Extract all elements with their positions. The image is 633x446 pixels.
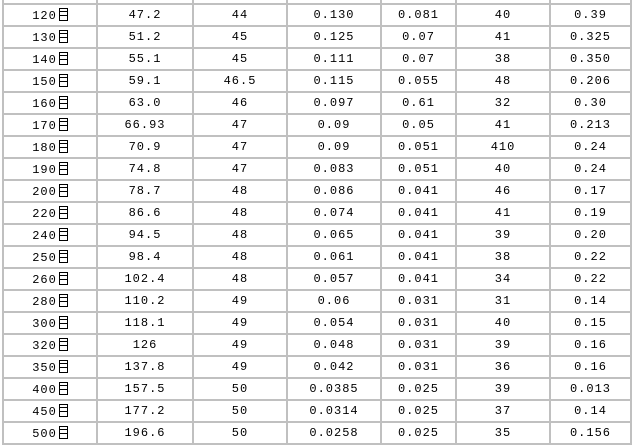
table-cell: 47 xyxy=(193,136,287,158)
table-cell: 34 xyxy=(456,268,550,290)
table-cell: 0.0314 xyxy=(287,400,381,422)
mu-mesh-character-glyph xyxy=(59,52,68,65)
mu-mesh-character-glyph xyxy=(59,272,68,285)
table-row xyxy=(3,334,631,356)
table-cell: 35 xyxy=(456,422,550,444)
table-cell: 0.07 xyxy=(381,26,456,48)
table-cell: 0.041 xyxy=(381,268,456,290)
table-cell: 39 xyxy=(456,224,550,246)
table-cell: 137.8 xyxy=(97,356,193,378)
table-cell: 0.097 xyxy=(287,92,381,114)
table-cell: 0.048 xyxy=(287,334,381,356)
table-cell: 0.025 xyxy=(381,422,456,444)
table-cell: 40 xyxy=(456,312,550,334)
table-row xyxy=(3,246,631,268)
table-row xyxy=(3,4,631,26)
mu-mesh-character-glyph xyxy=(59,74,68,87)
table-cell: 46 xyxy=(456,180,550,202)
table-row xyxy=(3,290,631,312)
table-row xyxy=(3,400,631,422)
mu-mesh-character-glyph xyxy=(59,30,68,43)
table-cell: 49 xyxy=(193,290,287,312)
mesh-size-cell: 240 xyxy=(3,224,97,246)
table-cell: 0.05 xyxy=(381,114,456,136)
table-cell: 0.042 xyxy=(287,356,381,378)
table-cell: 49 xyxy=(193,356,287,378)
table-cell: 48 xyxy=(193,246,287,268)
table-cell: 63.0 xyxy=(97,92,193,114)
mu-mesh-character-glyph xyxy=(59,294,68,307)
table-cell: 0.206 xyxy=(550,70,631,92)
table-cell: 48 xyxy=(193,224,287,246)
table-cell: 50 xyxy=(193,378,287,400)
mesh-size-cell: 200 xyxy=(3,180,97,202)
mu-mesh-character-glyph xyxy=(59,360,68,373)
table-cell: 0.156 xyxy=(550,422,631,444)
mesh-size-table xyxy=(2,0,632,445)
mu-mesh-character-glyph xyxy=(59,228,68,241)
table-cell: 0.031 xyxy=(381,312,456,334)
mu-mesh-character-glyph xyxy=(59,140,68,153)
table-cell: 126 xyxy=(97,334,193,356)
table-cell: 48 xyxy=(193,180,287,202)
mesh-size-cell: 130 xyxy=(3,26,97,48)
mesh-size-cell: 220 xyxy=(3,202,97,224)
table-cell: 0.61 xyxy=(381,92,456,114)
table-cell: 86.6 xyxy=(97,202,193,224)
table-cell: 0.013 xyxy=(550,378,631,400)
table-cell: 0.24 xyxy=(550,136,631,158)
table-cell: 70.9 xyxy=(97,136,193,158)
table-cell: 59.1 xyxy=(97,70,193,92)
table-cell: 0.22 xyxy=(550,268,631,290)
table-cell: 0.086 xyxy=(287,180,381,202)
table-cell: 0.074 xyxy=(287,202,381,224)
table-cell: 0.083 xyxy=(287,158,381,180)
table-row xyxy=(3,158,631,180)
mesh-size-cell: 300 xyxy=(3,312,97,334)
table-row xyxy=(3,70,631,92)
table-cell: 0.350 xyxy=(550,48,631,70)
table-cell: 0.24 xyxy=(550,158,631,180)
mesh-size-cell: 120 xyxy=(3,4,97,26)
mesh-size-cell: 350 xyxy=(3,356,97,378)
table-cell: 50 xyxy=(193,422,287,444)
mesh-size-cell: 400 xyxy=(3,378,97,400)
mesh-size-cell: 500 xyxy=(3,422,97,444)
mesh-size-cell: 180 xyxy=(3,136,97,158)
table-cell: 0.30 xyxy=(550,92,631,114)
table-cell: 47 xyxy=(193,114,287,136)
table-cell: 0.130 xyxy=(287,4,381,26)
table-cell: 110.2 xyxy=(97,290,193,312)
mu-mesh-character-glyph xyxy=(59,162,68,175)
table-cell: 0.14 xyxy=(550,400,631,422)
mesh-size-cell: 250 xyxy=(3,246,97,268)
table-cell: 0.115 xyxy=(287,70,381,92)
table-cell: 0.09 xyxy=(287,114,381,136)
mu-mesh-character-glyph xyxy=(59,118,68,131)
table-cell: 50 xyxy=(193,400,287,422)
table-cell: 45 xyxy=(193,48,287,70)
table-cell: 0.025 xyxy=(381,378,456,400)
table-cell: 36 xyxy=(456,356,550,378)
table-cell: 41 xyxy=(456,114,550,136)
mesh-size-cell: 190 xyxy=(3,158,97,180)
table-row xyxy=(3,422,631,444)
table-cell: 47 xyxy=(193,158,287,180)
table-cell: 98.4 xyxy=(97,246,193,268)
table-row xyxy=(3,224,631,246)
table-cell: 177.2 xyxy=(97,400,193,422)
table-cell: 118.1 xyxy=(97,312,193,334)
table-cell: 41 xyxy=(456,202,550,224)
table-row xyxy=(3,202,631,224)
table-cell: 0.06 xyxy=(287,290,381,312)
table-row xyxy=(3,136,631,158)
mu-mesh-character-glyph xyxy=(59,184,68,197)
mesh-size-cell: 170 xyxy=(3,114,97,136)
table-cell: 49 xyxy=(193,312,287,334)
table-cell: 157.5 xyxy=(97,378,193,400)
table-cell: 48 xyxy=(456,70,550,92)
mesh-size-cell: 450 xyxy=(3,400,97,422)
table-cell: 38 xyxy=(456,48,550,70)
table-cell: 46.5 xyxy=(193,70,287,92)
table-cell: 0.041 xyxy=(381,202,456,224)
table-row xyxy=(3,378,631,400)
table-cell: 39 xyxy=(456,378,550,400)
table-row xyxy=(3,26,631,48)
table-cell: 74.8 xyxy=(97,158,193,180)
table-cell: 0.16 xyxy=(550,334,631,356)
mesh-size-cell: 150 xyxy=(3,70,97,92)
table-cell: 45 xyxy=(193,26,287,48)
table-row xyxy=(3,356,631,378)
mu-mesh-character-glyph xyxy=(59,382,68,395)
table-cell: 0.054 xyxy=(287,312,381,334)
table-cell: 55.1 xyxy=(97,48,193,70)
table-cell: 48 xyxy=(193,202,287,224)
table-cell: 0.051 xyxy=(381,158,456,180)
table-cell: 0.111 xyxy=(287,48,381,70)
table-cell: 0.041 xyxy=(381,246,456,268)
table-cell: 0.07 xyxy=(381,48,456,70)
table-row xyxy=(3,180,631,202)
table-cell: 37 xyxy=(456,400,550,422)
table-cell: 94.5 xyxy=(97,224,193,246)
table-cell: 0.051 xyxy=(381,136,456,158)
table-cell: 0.09 xyxy=(287,136,381,158)
table-cell: 0.0385 xyxy=(287,378,381,400)
table-cell: 0.22 xyxy=(550,246,631,268)
mesh-size-cell: 140 xyxy=(3,48,97,70)
table-cell: 44 xyxy=(193,4,287,26)
table-cell: 0.0258 xyxy=(287,422,381,444)
table-cell: 0.17 xyxy=(550,180,631,202)
table-cell: 0.057 xyxy=(287,268,381,290)
table-cell: 0.125 xyxy=(287,26,381,48)
table-cell: 0.031 xyxy=(381,356,456,378)
table-cell: 0.031 xyxy=(381,334,456,356)
table-cell: 0.041 xyxy=(381,180,456,202)
table-cell: 0.055 xyxy=(381,70,456,92)
table-cell: 78.7 xyxy=(97,180,193,202)
mu-mesh-character-glyph xyxy=(59,316,68,329)
table-cell: 38 xyxy=(456,246,550,268)
mesh-size-cell: 280 xyxy=(3,290,97,312)
mu-mesh-character-glyph xyxy=(59,338,68,351)
mu-mesh-character-glyph xyxy=(59,96,68,109)
table-cell: 41 xyxy=(456,26,550,48)
table-row xyxy=(3,312,631,334)
table-cell: 0.065 xyxy=(287,224,381,246)
table-row xyxy=(3,114,631,136)
table-cell: 0.15 xyxy=(550,312,631,334)
table-cell: 0.025 xyxy=(381,400,456,422)
table-row xyxy=(3,268,631,290)
table-cell: 40 xyxy=(456,158,550,180)
table-cell: 0.14 xyxy=(550,290,631,312)
table-cell: 0.213 xyxy=(550,114,631,136)
table-row xyxy=(3,92,631,114)
table-cell: 0.16 xyxy=(550,356,631,378)
table-row xyxy=(3,48,631,70)
table-cell: 410 xyxy=(456,136,550,158)
table-body xyxy=(3,0,631,444)
table-cell: 48 xyxy=(193,268,287,290)
table-cell: 0.19 xyxy=(550,202,631,224)
table-cell: 66.93 xyxy=(97,114,193,136)
mesh-size-cell: 320 xyxy=(3,334,97,356)
mu-mesh-character-glyph xyxy=(59,8,68,21)
table-cell: 39 xyxy=(456,334,550,356)
mesh-size-cell: 260 xyxy=(3,268,97,290)
mu-mesh-character-glyph xyxy=(59,426,68,439)
table-cell: 196.6 xyxy=(97,422,193,444)
table-cell: 40 xyxy=(456,4,550,26)
table-cell: 0.081 xyxy=(381,4,456,26)
table-cell: 0.031 xyxy=(381,290,456,312)
mesh-size-cell: 160 xyxy=(3,92,97,114)
table-cell: 0.20 xyxy=(550,224,631,246)
table-cell: 46 xyxy=(193,92,287,114)
table-cell: 31 xyxy=(456,290,550,312)
table-cell: 51.2 xyxy=(97,26,193,48)
table-cell: 102.4 xyxy=(97,268,193,290)
mu-mesh-character-glyph xyxy=(59,250,68,263)
table-cell: 49 xyxy=(193,334,287,356)
table-cell: 32 xyxy=(456,92,550,114)
table-cell: 0.325 xyxy=(550,26,631,48)
mu-mesh-character-glyph xyxy=(59,206,68,219)
table-cell: 0.061 xyxy=(287,246,381,268)
mu-mesh-character-glyph xyxy=(59,404,68,417)
table-cell: 0.39 xyxy=(550,4,631,26)
table-cell: 0.041 xyxy=(381,224,456,246)
table-cell: 47.2 xyxy=(97,4,193,26)
